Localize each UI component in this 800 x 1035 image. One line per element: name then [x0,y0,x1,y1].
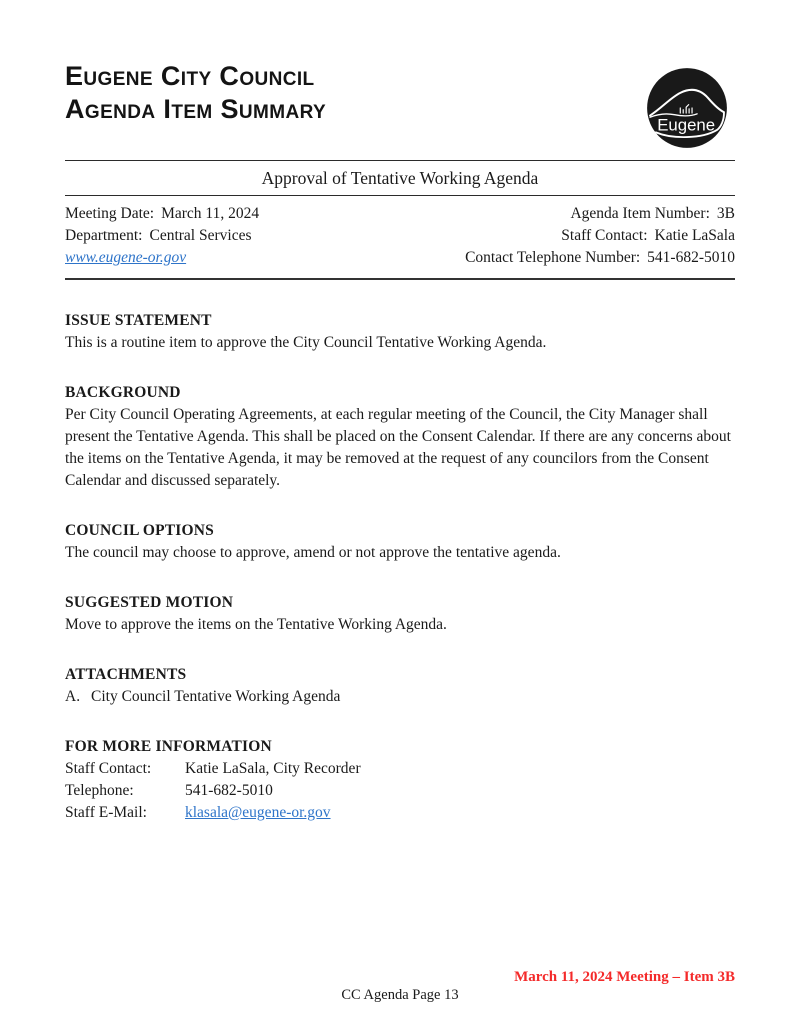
attachment-item [65,686,735,708]
website-row [65,247,259,269]
more-info-row-staff-contact [65,758,735,780]
more-info-row-email [65,802,735,824]
issue-statement-body: This is a routine item to approve the City Council Tentative Working Agenda. [65,334,547,351]
section-background [65,382,735,492]
issue-statement-heading: ISSUE STATEMENT [65,312,212,329]
phone-value: 541-682-5010 [647,249,735,266]
section-more-information [65,736,735,824]
staff-email-link[interactable]: klasala@eugene-or.gov [185,804,331,821]
meeting-info-left [65,203,259,269]
background-body: Per City Council Operating Agreements, at each regular meeting of the Council, the City Manager shall present the Tentative Agenda. This shall be placed on the Consent Calendar. If there are any concerns about the items on the Tentative Agenda, it may be removed at the request of any councilors from the Consent Calendar and discussed separately. [65,406,731,489]
document-title: Approval of Tentative Working Agenda [261,168,539,188]
agenda-item-row [465,203,735,225]
more-info-telephone-label: Telephone: [65,782,134,799]
section-issue-statement [65,310,735,354]
staff-contact-value: Katie LaSala [654,227,735,244]
attachment-letter: A. [65,688,81,705]
page-number-note: CC Agenda Page 13 [341,987,459,1003]
phone-row [465,247,735,269]
attachments-heading: ATTACHMENTS [65,666,187,683]
more-info-staff-contact-label: Staff Contact: [65,760,152,777]
document-header [65,60,735,160]
more-info-email-label: Staff E-Mail: [65,804,147,821]
phone-label: Contact Telephone Number: [465,249,641,266]
more-information-heading: FOR MORE INFORMATION [65,738,272,755]
department-row [65,225,259,247]
meeting-date-label: Meeting Date: [65,205,155,222]
website-link[interactable]: www.eugene-or.gov [65,249,187,266]
suggested-motion-body: Move to approve the items on the Tentative Working Agenda. [65,616,447,633]
attachment-text: City Council Tentative Working Agenda [91,688,341,705]
meeting-date-value: March 11, 2024 [161,205,260,222]
department-label: Department: [65,227,143,244]
eugene-city-logo-icon [645,66,729,150]
meeting-item-note: March 11, 2024 Meeting – Item 3B [514,969,735,985]
staff-contact-label: Staff Contact: [561,227,648,244]
logo-text: Eugene [657,115,716,135]
council-options-body: The council may choose to approve, amend or not approve the tentative agenda. [65,544,561,561]
section-council-options [65,520,735,564]
section-suggested-motion [65,592,735,636]
meeting-date-row [65,203,259,225]
meeting-info-right [465,203,735,269]
meeting-info-block [65,196,735,278]
section-attachments [65,664,735,708]
suggested-motion-heading: SUGGESTED MOTION [65,594,234,611]
org-title [65,60,735,126]
agenda-item-value: 3B [716,205,735,222]
more-info-row-telephone [65,780,735,802]
council-options-heading: COUNCIL OPTIONS [65,522,214,539]
background-heading: BACKGROUND [65,384,181,401]
more-info-telephone-value: 541-682-5010 [185,782,273,799]
divider-under-info [65,278,735,280]
org-title-line2: Agenda Item Summary [65,94,327,124]
agenda-item-label: Agenda Item Number: [570,205,710,222]
department-value: Central Services [149,227,252,244]
more-info-staff-contact-value: Katie LaSala, City Recorder [185,760,361,777]
org-title-line1: Eugene City Council [65,61,315,91]
staff-contact-row [465,225,735,247]
